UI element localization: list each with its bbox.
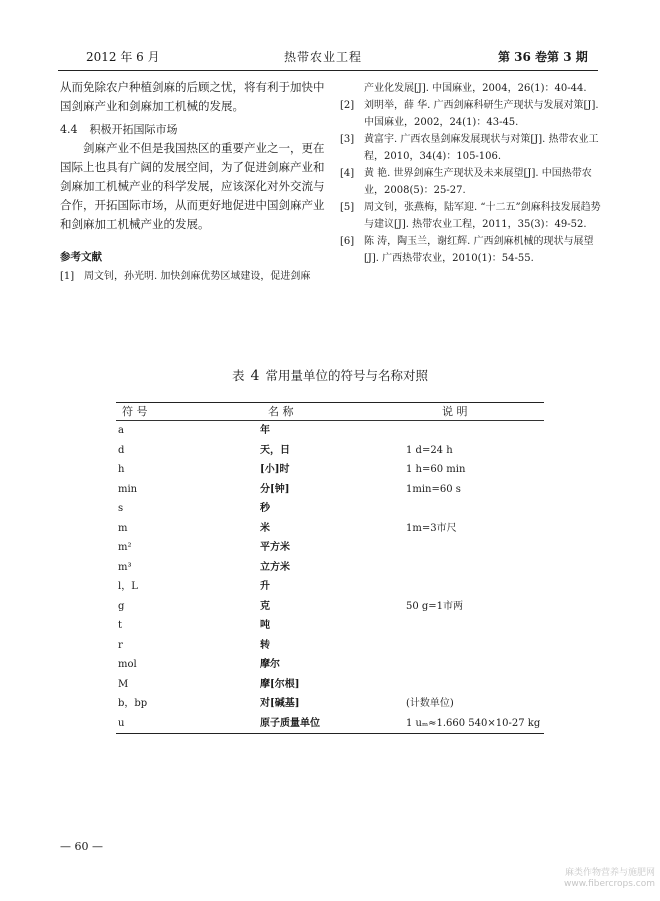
name-cell: 摩[尔根] [260,678,300,690]
name-cell: 平方米 [260,542,290,553]
table-row [116,519,544,539]
note-cell [406,577,544,597]
note-cell [406,616,544,636]
header-note: 说 明 [442,405,468,418]
name-cell: 立方米 [260,561,290,573]
symbol-cell: m² [118,542,132,553]
name-cell: [小]时 [260,464,290,475]
symbol-cell: m³ [118,561,132,573]
reference-text: 黄富宇. 广西农垦剑麻发展现状与对策[J]. 热带农业工程，2010，34(4)：105-106. [364,134,599,162]
reference-number: [3] [340,134,355,145]
table-row [116,460,544,480]
name-cell: 天，日 [260,444,290,456]
symbol-cell: h [118,464,125,475]
note-cell: 1 h=60 min [406,464,466,475]
reference-text: 周文钊，孙光明. 加快剑麻优势区域建设，促进剑麻 [84,271,311,282]
table-row [116,694,544,714]
header-journal-name: 热带农业工程 [284,50,363,64]
table-row [116,636,544,656]
table-row [116,441,544,461]
section-title: 积极开拓国际市场 [89,123,178,136]
references-list [340,97,605,267]
symbol-cell: t [118,620,123,631]
symbol-cell: l，L [118,581,138,592]
note-cell: 1 d=24 h [406,444,453,456]
table-row [116,675,544,695]
note-cell [406,421,544,441]
name-cell: 转 [260,639,270,651]
note-cell: 1m=3市尺 [406,522,457,534]
section-heading [60,120,332,139]
reference-number: [4] [340,168,355,179]
table-caption-title: 常用量单位的符号与名称对照 [265,368,428,383]
table-row [116,421,544,441]
note-cell [406,655,544,675]
reference-continuation: 产业化发展[J]. 中国麻业，2004，26(1)：40-44. [364,83,587,94]
name-cell: 秒 [260,503,270,514]
note-cell [406,538,544,558]
units-table [116,402,544,734]
table-row [116,714,544,734]
symbol-cell: r [118,639,123,651]
note-cell: 50 g=1市两 [406,600,464,612]
reference-text: 陈 涛，陶玉兰，谢红辉. 广西剑麻机械的现状与展望[J]. 广西热带农业，2010(1)：54-55. [364,236,594,264]
table-row [116,538,544,558]
reference-number: [1] [60,271,75,282]
table-caption-prefix: 表 [232,368,245,383]
reference-text: 黄 艳. 世界剑麻生产现状及未来展望[J]. 中国热带农业，2008(5)：25-27. [364,168,592,196]
reference-item [340,97,605,131]
reference-text: 刘明举，薛 华. 广西剑麻科研生产现状与发展对策[J]. 中国麻业，2002，24(1)：43-45. [364,100,599,128]
symbol-cell: a [118,425,124,436]
name-cell: 分[钟] [260,483,290,495]
table-caption [0,366,660,384]
site-watermark [510,868,655,890]
table-row [116,577,544,597]
name-cell: 米 [260,522,270,534]
note-cell [406,636,544,656]
references-title: 参考文献 [60,251,102,263]
symbol-cell: min [118,483,138,495]
table-row [116,616,544,636]
name-cell: 摩尔 [260,659,280,670]
symbol-cell: s [118,503,124,514]
name-cell: 对[碱基] [260,698,300,709]
reference-number: [6] [340,236,355,247]
table-row [116,558,544,578]
symbol-cell: u [118,717,125,729]
table-caption-number: 4 [250,368,260,384]
table-header-row [116,403,544,421]
section-paragraph: 剑麻产业不但是我国热区的重要产业之一，更在国际上也具有广阔的发展空间，为了促进剑麻产业和剑麻加工机械产业的科学发展，应该深化对外交流与合作，开拓国际市场，从而更好地促进中国剑麻产业和剑麻加工机械产业的发展。 [60,141,325,231]
header-name: 名 称 [268,405,294,418]
left-column [60,78,332,286]
table-row [116,499,544,519]
symbol-cell: d [118,444,125,456]
table-row [116,655,544,675]
header-issue: 第 36 卷第 3 期 [498,50,588,64]
note-cell [406,499,544,519]
name-cell: 原子质量单位 [260,717,320,729]
reference-item [340,131,605,165]
table-body [116,421,544,733]
name-cell: 年 [260,425,270,436]
intro-paragraph: 从而免除农户种植剑麻的后顾之忧，将有利于加快中国剑麻产业和剑麻加工机械的发展。 [60,80,325,113]
right-column [340,80,605,267]
note-cell [406,675,544,695]
header-date: 2012 年 6 月 [86,50,160,64]
table-row [116,480,544,500]
section-number: 4.4 [60,123,78,136]
symbol-cell: M [118,678,129,690]
name-cell: 吨 [260,620,270,631]
reference-item [340,199,605,233]
page-number: — 60 — [60,840,103,853]
note-cell: (计数单位) [406,698,454,709]
reference-item [60,267,332,286]
header-rule [58,70,598,71]
note-cell: 1 uₘ≈1.660 540×10-27 kg [406,717,541,729]
header-symbol: 符 号 [122,405,148,418]
symbol-cell: g [118,600,125,612]
reference-number: [5] [340,202,355,213]
reference-number: [2] [340,100,355,111]
table-row [116,597,544,617]
name-cell: 克 [260,600,270,612]
watermark-url: www.fibercrops.com [564,879,655,889]
reference-text: 周文钊，张燕梅，陆军迎. “十二五”剑麻科技发展趋势与建议[J]. 热带农业工程，2011，35(3)：49-52. [364,202,601,230]
watermark-title: 麻类作物营养与施肥网 [564,868,655,878]
symbol-cell: b，bp [118,698,148,709]
name-cell: 升 [260,581,270,592]
note-cell: 1min=60 s [406,483,461,495]
symbol-cell: m [118,522,128,534]
reference-item [340,165,605,199]
symbol-cell: mol [118,659,137,670]
note-cell [406,558,544,578]
reference-item [340,233,605,267]
